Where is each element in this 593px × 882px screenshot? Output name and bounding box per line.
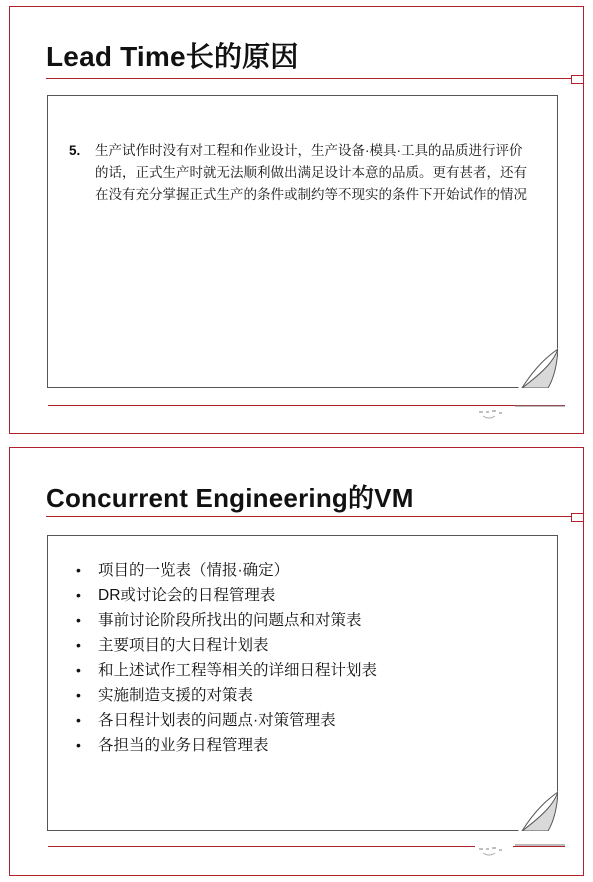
list-item <box>76 733 537 758</box>
slide-concurrent-engineering <box>9 447 584 876</box>
bullet-icon: • <box>76 562 81 578</box>
list-item <box>76 558 537 583</box>
list-item-text: 和上述试作工程等相关的详细日程计划表 <box>98 662 378 679</box>
title-divider <box>46 78 583 79</box>
list-item-text: 各日程计划表的问题点·对策管理表 <box>98 712 336 729</box>
bullet-icon: • <box>76 662 81 678</box>
bullet-icon: • <box>76 737 81 753</box>
list-item <box>76 583 537 608</box>
bullet-icon: • <box>76 712 81 728</box>
item-text: 生产试作时没有对工程和作业设计，生产设备·模具·工具的品质进行评价的话，正式生产时就无法顺利做出满足设计本意的品质。更有甚者，还有在没有充分掌握正式生产的条件或制约等不现实的条件下开始试作的情况 <box>95 143 527 202</box>
list-item-text: 主要项目的大日程计划表 <box>98 637 269 654</box>
bullet-list <box>76 558 537 758</box>
title-divider-end <box>571 513 583 522</box>
footer-logo-icon <box>475 404 565 424</box>
page-curl-icon <box>518 791 558 831</box>
slide-title: Concurrent Engineering的VM <box>46 483 414 513</box>
title-divider-end <box>571 75 583 84</box>
list-item-text: 项目的一览表（情报·确定） <box>98 562 290 579</box>
title-divider <box>46 516 583 517</box>
list-item <box>76 658 537 683</box>
slide-lead-time <box>9 6 584 434</box>
note-panel <box>47 95 558 388</box>
list-item <box>76 708 537 733</box>
footer-logo-icon <box>475 841 565 861</box>
bullet-icon: • <box>76 612 81 628</box>
list-item-text: DR或讨论会的日程管理表 <box>98 587 276 604</box>
item-number: 5. <box>69 143 81 158</box>
bullet-icon: • <box>76 587 81 603</box>
bullet-icon: • <box>76 687 81 703</box>
list-item <box>76 608 537 633</box>
numbered-item <box>69 140 533 206</box>
list-item-text: 各担当的业务日程管理表 <box>98 737 269 754</box>
page-curl-icon <box>518 348 558 388</box>
slide-title: Lead Time长的原因 <box>46 41 299 72</box>
bullet-icon: • <box>76 637 81 653</box>
note-panel <box>47 535 558 831</box>
list-item <box>76 633 537 658</box>
list-item-text: 事前讨论阶段所找出的问题点和对策表 <box>98 612 362 629</box>
list-item <box>76 683 537 708</box>
list-item-text: 实施制造支援的对策表 <box>98 687 254 704</box>
